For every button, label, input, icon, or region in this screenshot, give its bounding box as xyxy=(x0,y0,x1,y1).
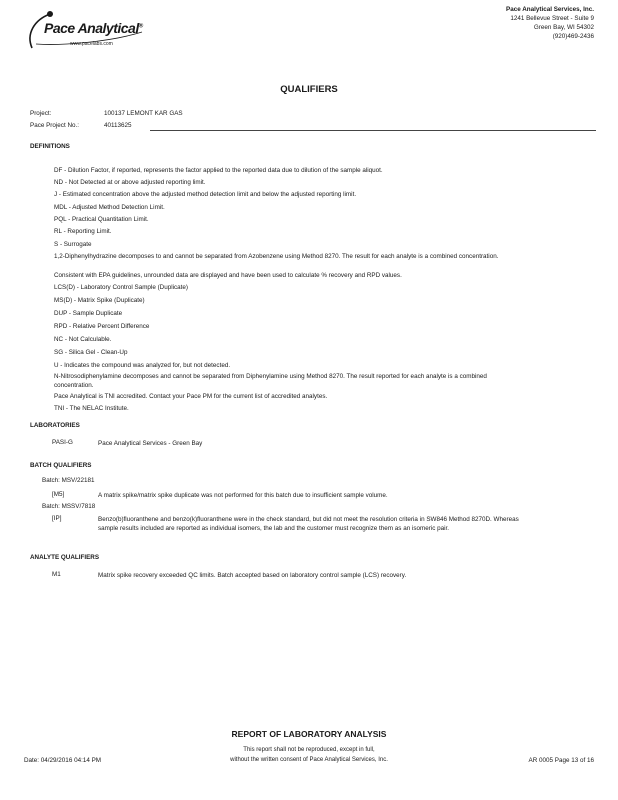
batch-label: Batch: MSSV/7818 xyxy=(42,503,96,510)
qualifier-code: [M5] xyxy=(52,491,65,498)
section-laboratories: LABORATORIES xyxy=(30,422,80,429)
page-number: AR 0005 Page 13 of 16 xyxy=(528,757,594,764)
definition-item: NC - Not Calculable. xyxy=(54,336,112,343)
definition-item: RL - Reporting Limit. xyxy=(54,228,112,235)
section-analyte-qualifiers: ANALYTE QUALIFIERS xyxy=(30,554,100,561)
definition-item: SG - Silica Gel - Clean-Up xyxy=(54,349,128,356)
pace-project-value: 40113625 xyxy=(104,122,132,129)
company-address-line: 1241 Bellevue Street - Suite 9 xyxy=(510,15,594,22)
lab-description: Pace Analytical Services - Green Bay xyxy=(98,440,203,447)
logo-wordmark: Pace Analytical® xyxy=(44,20,143,36)
qualifier-description: A matrix spike/matrix spike duplicate was not performed for this batch due to insufficient sample volume. xyxy=(98,492,388,499)
definition-item: U - Indicates the compound was analyzed for, but not detected. xyxy=(54,362,231,369)
qualifier-code: [IP] xyxy=(52,515,62,522)
definition-item: DUP - Sample Duplicate xyxy=(54,310,123,317)
project-value: 100137 LEMONT KAR GAS xyxy=(104,110,183,117)
company-phone: (920)469-2436 xyxy=(552,33,594,40)
lab-code: PASI-G xyxy=(52,439,73,446)
company-address xyxy=(506,5,594,41)
definition-item: MDL - Adjusted Method Detection Limit. xyxy=(54,204,165,211)
section-definitions: DEFINITIONS xyxy=(30,143,70,150)
qualifier-description: Benzo(b)fluoranthene and benzo(k)fluoranthene were in the check standard, but did not meet the resolution criteria in SW846 Method 8270D. Whereas sample results included are reported as individual isomers, the lab and the customer must recognize them as an isomeric pair. xyxy=(98,516,519,532)
company-address-line: Green Bay, WI 54302 xyxy=(533,24,594,31)
definition-item: Pace Analytical is TNI accredited. Contact your Pace PM for the current list of accredited analytes. xyxy=(54,393,328,400)
footer-title: REPORT OF LABORATORY ANALYSIS xyxy=(231,729,387,739)
definition-item: MS(D) - Matrix Spike (Duplicate) xyxy=(54,297,145,304)
definition-item: 1,2-Diphenylhydrazine decomposes to and cannot be separated from Azobenzene using Method 8270. The result for each analyte is a combined concentration. xyxy=(54,253,499,260)
definition-item: TNI - The NELAC Institute. xyxy=(54,405,129,412)
section-batch-qualifiers: BATCH QUALIFIERS xyxy=(30,462,92,469)
company-name: Pace Analytical Services, Inc. xyxy=(506,6,594,13)
definition-item: S - Surrogate xyxy=(54,241,92,248)
definition-item: ND - Not Detected at or above adjusted reporting limit. xyxy=(54,179,206,186)
definition-item: Consistent with EPA guidelines, unrounded data are displayed and have been used to calculate % recovery and RPD values. xyxy=(54,272,402,279)
footer-note: This report shall not be reproduced, except in full, without the written consent of Pace Analytical Services, Inc. xyxy=(230,747,388,763)
batch-label: Batch: MSV/22181 xyxy=(42,477,95,484)
page-title: QUALIFIERS xyxy=(280,84,338,95)
qualifier-code: M1 xyxy=(52,571,61,578)
qualifier-description: Matrix spike recovery exceeded QC limits. Batch accepted based on laboratory control sample (LCS) recovery. xyxy=(98,572,407,579)
definition-item: DF - Dilution Factor, if reported, represents the factor applied to the reported data due to dilution of the sample aliquot. xyxy=(54,167,383,174)
definition-item: J - Estimated concentration above the adjusted method detection limit and below the adjusted reporting limit. xyxy=(54,191,357,198)
pace-project-label: Pace Project No.: xyxy=(30,122,79,129)
project-label: Project: xyxy=(30,110,52,117)
definition-item: LCS(D) - Laboratory Control Sample (Duplicate) xyxy=(54,284,189,291)
logo-url: www.pacelabs.com xyxy=(70,41,113,47)
pace-logo xyxy=(20,6,150,54)
divider xyxy=(150,130,596,131)
definition-item: N-Nitrosodiphenylamine decomposes and cannot be separated from Diphenylamine using Method 8270. The result reported for each analyte is a combined concentration. xyxy=(54,373,487,389)
report-date: Date: 04/29/2016 04:14 PM xyxy=(24,757,102,764)
definition-item: RPD - Relative Percent Difference xyxy=(54,323,150,330)
definition-item: PQL - Practical Quantitation Limit. xyxy=(54,216,149,223)
